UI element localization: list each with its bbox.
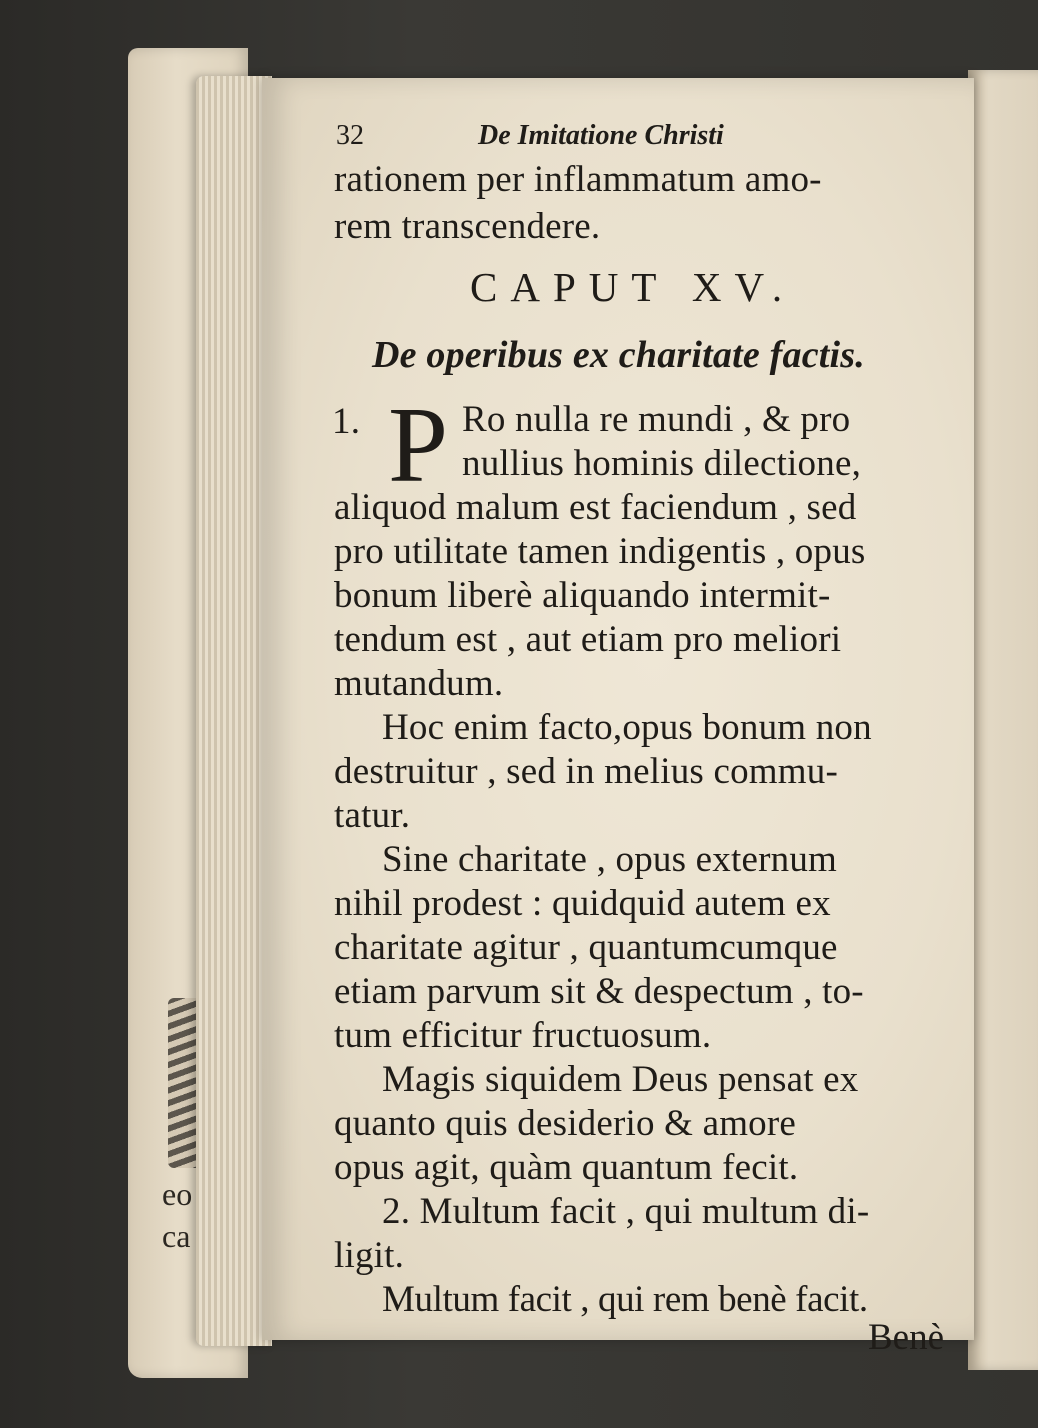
catchword: Benè bbox=[868, 1317, 945, 1358]
paragraph-number: 1. bbox=[332, 401, 361, 442]
text-line: Ro nulla re mundi , & pro bbox=[462, 399, 851, 440]
text-line: etiam parvum sit & despectum , to- bbox=[334, 971, 864, 1012]
next-page-edge bbox=[968, 70, 1038, 1370]
text-line: rem transcendere. bbox=[334, 206, 601, 247]
text-line: Hoc enim facto,opus bonum non bbox=[382, 707, 872, 748]
text-line: Sine charitate , opus externum bbox=[382, 839, 838, 880]
drop-capital: P bbox=[388, 386, 449, 505]
text-line: mutandum. bbox=[334, 663, 504, 704]
text-line: nihil prodest : quidquid autem ex bbox=[334, 883, 831, 924]
text-line: quanto quis desiderio & amore bbox=[334, 1103, 797, 1144]
text-line: Magis siquidem Deus pensat ex bbox=[382, 1059, 859, 1100]
chapter-subtitle: De operibus ex charitate factis. bbox=[372, 334, 865, 376]
text-line: Multum facit , qui rem benè facit. bbox=[382, 1279, 868, 1320]
page-block-edges bbox=[196, 76, 272, 1346]
book-page bbox=[262, 78, 974, 1358]
running-title: De Imitatione Christi bbox=[478, 120, 724, 151]
text-line: tum efficitur fructuosum. bbox=[334, 1015, 712, 1056]
text-line: tendum est , aut etiam pro meliori bbox=[334, 619, 842, 660]
page-number: 32 bbox=[336, 120, 364, 151]
text-line: rationem per inflammatum amo- bbox=[334, 159, 822, 200]
text-line: nullius hominis dilectione, bbox=[462, 443, 862, 484]
text-line: ligit. bbox=[334, 1235, 405, 1276]
text-line: destruitur , sed in melius commu- bbox=[334, 751, 838, 792]
text-line: bonum liberè aliquando intermit- bbox=[334, 575, 831, 616]
chapter-heading: CAPUT XV. bbox=[470, 264, 796, 310]
text-line: aliquod malum est faciendum , sed bbox=[334, 487, 857, 528]
left-page-fragment: ca bbox=[162, 1218, 191, 1254]
text-line: pro utilitate tamen indigentis , opus bbox=[334, 531, 866, 572]
text-line: 2. Multum facit , qui multum di- bbox=[382, 1191, 870, 1232]
text-line: opus agit, quàm quantum fecit. bbox=[334, 1147, 799, 1188]
text-line: charitate agitur , quantumcumque bbox=[334, 927, 838, 968]
running-head bbox=[336, 118, 816, 154]
text-line: tatur. bbox=[334, 795, 411, 836]
left-page-fragment: eo bbox=[162, 1176, 193, 1212]
